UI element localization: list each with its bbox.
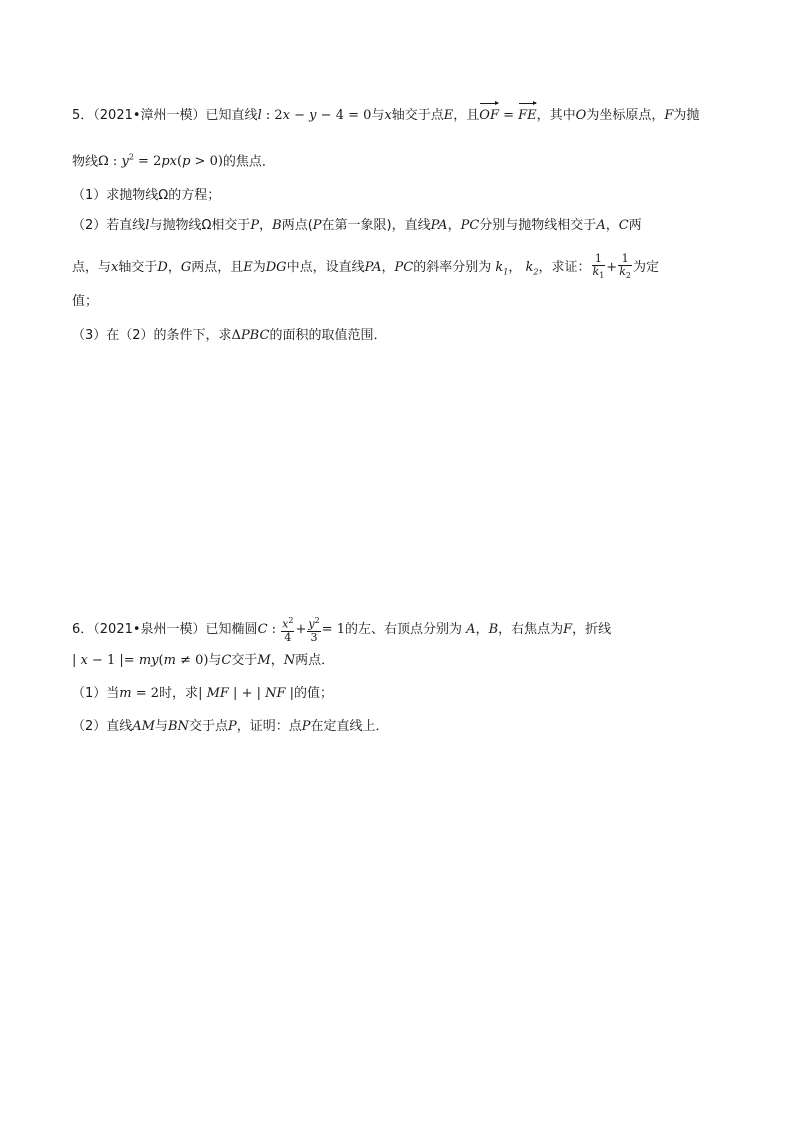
math-x: x	[111, 260, 119, 276]
q5-text: ，其中	[536, 108, 576, 123]
math-plus: +	[295, 621, 307, 637]
q5-text: 为	[252, 260, 266, 276]
math-B: B	[272, 218, 282, 233]
math-P: P	[250, 218, 260, 233]
math-E: E	[243, 260, 253, 276]
math-eq-1: = 1	[321, 621, 345, 637]
math-G: G	[180, 260, 192, 276]
q6-text: 交于	[231, 653, 258, 668]
math-PC: PC	[460, 218, 480, 233]
math-N: N	[283, 653, 296, 668]
q6-line-2: | x − 1 |= my(m ≠ 0)与C交于M，N两点．	[72, 653, 335, 668]
math-PA: PA	[430, 218, 448, 233]
math-P: P	[227, 719, 237, 734]
q6-part-1	[72, 684, 333, 704]
math-k2: $k_2$	[521, 260, 539, 277]
math-F: F	[664, 108, 674, 123]
math-P: P	[301, 719, 311, 734]
q5-text: 分别与抛物线相交于	[479, 218, 597, 233]
q6-text: 时，求	[159, 686, 199, 701]
q5-line-2	[72, 148, 275, 172]
q5-text: 轴交于点	[391, 108, 444, 123]
math-P: P	[312, 218, 322, 233]
q6-text: ，证明：点	[236, 719, 302, 734]
math-O: O	[575, 108, 587, 123]
q5-text: 两	[628, 218, 642, 233]
math-C: C	[221, 653, 232, 668]
q6-text: ，折线	[572, 621, 612, 637]
q5-text: 轴交于	[118, 260, 158, 276]
math-B: B	[488, 621, 499, 637]
q5-text: 的面积的取值范围．	[269, 328, 387, 343]
math-abs-sum: | MF | + | NF |	[198, 686, 295, 701]
q5-text: 与	[371, 108, 385, 123]
math-PA: PA	[364, 260, 382, 276]
math-parabola: Ω : $y^2 = 2px(p > 0)$	[98, 153, 223, 170]
q5-number: 5．	[72, 108, 94, 123]
vector-FE: FE	[518, 106, 537, 126]
q6-text: （1）当	[72, 686, 120, 701]
q5-text: ，求证：	[538, 260, 591, 276]
q6-text: ，右焦点为	[498, 621, 564, 637]
q6-text: （2）直线	[72, 719, 133, 734]
math-AM: AM	[132, 719, 155, 734]
q5-text: ，且	[453, 108, 480, 123]
q5-text: 的斜率分别为	[413, 260, 492, 276]
q5-text: 点，与	[72, 260, 112, 276]
q6-number: 6．	[72, 621, 94, 637]
math-eq: : 2x − y − 4 = 0	[261, 108, 372, 123]
q6-text: 的左、右顶点分别为	[345, 621, 463, 637]
fraction-y2-over-3: $\frac{y^2}{3}$	[308, 616, 320, 644]
q5-source: （2021•漳州一模）	[93, 108, 206, 123]
math-triangle-PBC: ΔPBC	[231, 328, 270, 343]
q5-line-1	[72, 106, 699, 126]
q5-text: 为定	[632, 260, 659, 276]
math-x: x	[384, 108, 392, 123]
q5-text: 的焦点．	[222, 154, 275, 170]
math-F: F	[563, 621, 573, 637]
q6-text: 的值；	[294, 686, 334, 701]
fraction-1-over-k2: $\frac{1}{k_2}$	[619, 252, 631, 281]
math-DG: DG	[265, 260, 287, 276]
q6-text: 交于点	[188, 719, 228, 734]
q5-text: 已知直线	[205, 108, 258, 123]
math-m-eq-2: m = 2	[119, 686, 160, 701]
math-C: C	[257, 621, 268, 637]
q6-text: 两点．	[295, 653, 335, 668]
q5-part-2-line-2: 点，与x轴交于D，G两点，且E为DG中点，设直线PA，PC的斜率分别为 $k_1$， $k_2$，求证： $\frac{1}{k_1}$ + $\frac{1}{k_2}$ 为定	[72, 252, 659, 281]
math-BN: BN	[168, 719, 189, 734]
q6-text: 已知椭圆	[205, 621, 258, 637]
fraction-x2-over-4: $\frac{x^2}{4}$	[282, 616, 294, 644]
vector-OF: OF	[479, 106, 499, 126]
math-equals: =	[498, 108, 519, 123]
q6-text: 与	[208, 653, 222, 668]
math-plus: +	[606, 260, 618, 276]
q5-text: （2）若直线	[72, 218, 146, 233]
math-E: E	[443, 108, 454, 123]
math-comma: ，	[259, 218, 273, 233]
math-M: M	[257, 653, 271, 668]
q5-text: 与抛物线Ω相交于	[149, 218, 251, 233]
math-PC: PC	[394, 260, 414, 276]
q5-part-2-line-3: 值；	[72, 294, 99, 309]
q5-text: （3）在（2）的条件下，求	[72, 328, 232, 343]
q5-part-2-line-1: （2）若直线l与抛物线Ω相交于P，B两点(P在第一象限)，直线PA，PC分别与抛物线相交于A，C两	[72, 218, 642, 233]
q5-part-3	[72, 326, 386, 346]
q5-text: 为抛	[673, 108, 700, 123]
q6-text: 与	[154, 719, 168, 734]
q6-line-1: 6．（2021•泉州一模）已知椭圆C : $\frac{x^2}{4}$ + $\frac{y^2}{3}$ = 1的左、右顶点分别为 A，B，右焦点为F，折线	[72, 616, 612, 644]
math-line-l: l	[257, 108, 262, 123]
q6-source: （2021•泉州一模）	[93, 621, 206, 637]
q5-part-1: （1）求抛物线Ω的方程；	[72, 188, 221, 203]
q5-text: 两点(	[281, 218, 313, 233]
q6-part-2	[72, 717, 388, 737]
math-A: A	[462, 621, 476, 637]
math-A: A	[596, 218, 606, 233]
q5-text: 物线	[72, 154, 99, 170]
fraction-1-over-k1: $\frac{1}{k_1}$	[592, 252, 605, 281]
math-polyline: | x − 1 |= my(m ≠ 0)	[72, 653, 209, 668]
q5-text: 在第一象限)，直线	[321, 218, 431, 233]
math-k1: $k_1$	[491, 260, 509, 277]
q6-text: 在定直线上．	[310, 719, 389, 734]
q5-text: 两点，且	[191, 260, 244, 276]
math-D: D	[157, 260, 168, 276]
math-colon: :	[267, 621, 281, 637]
q5-text: 为坐标原点，	[586, 108, 665, 123]
q5-text: 中点，设直线	[286, 260, 365, 276]
math-C: C	[618, 218, 629, 233]
math-l: l	[145, 218, 150, 233]
